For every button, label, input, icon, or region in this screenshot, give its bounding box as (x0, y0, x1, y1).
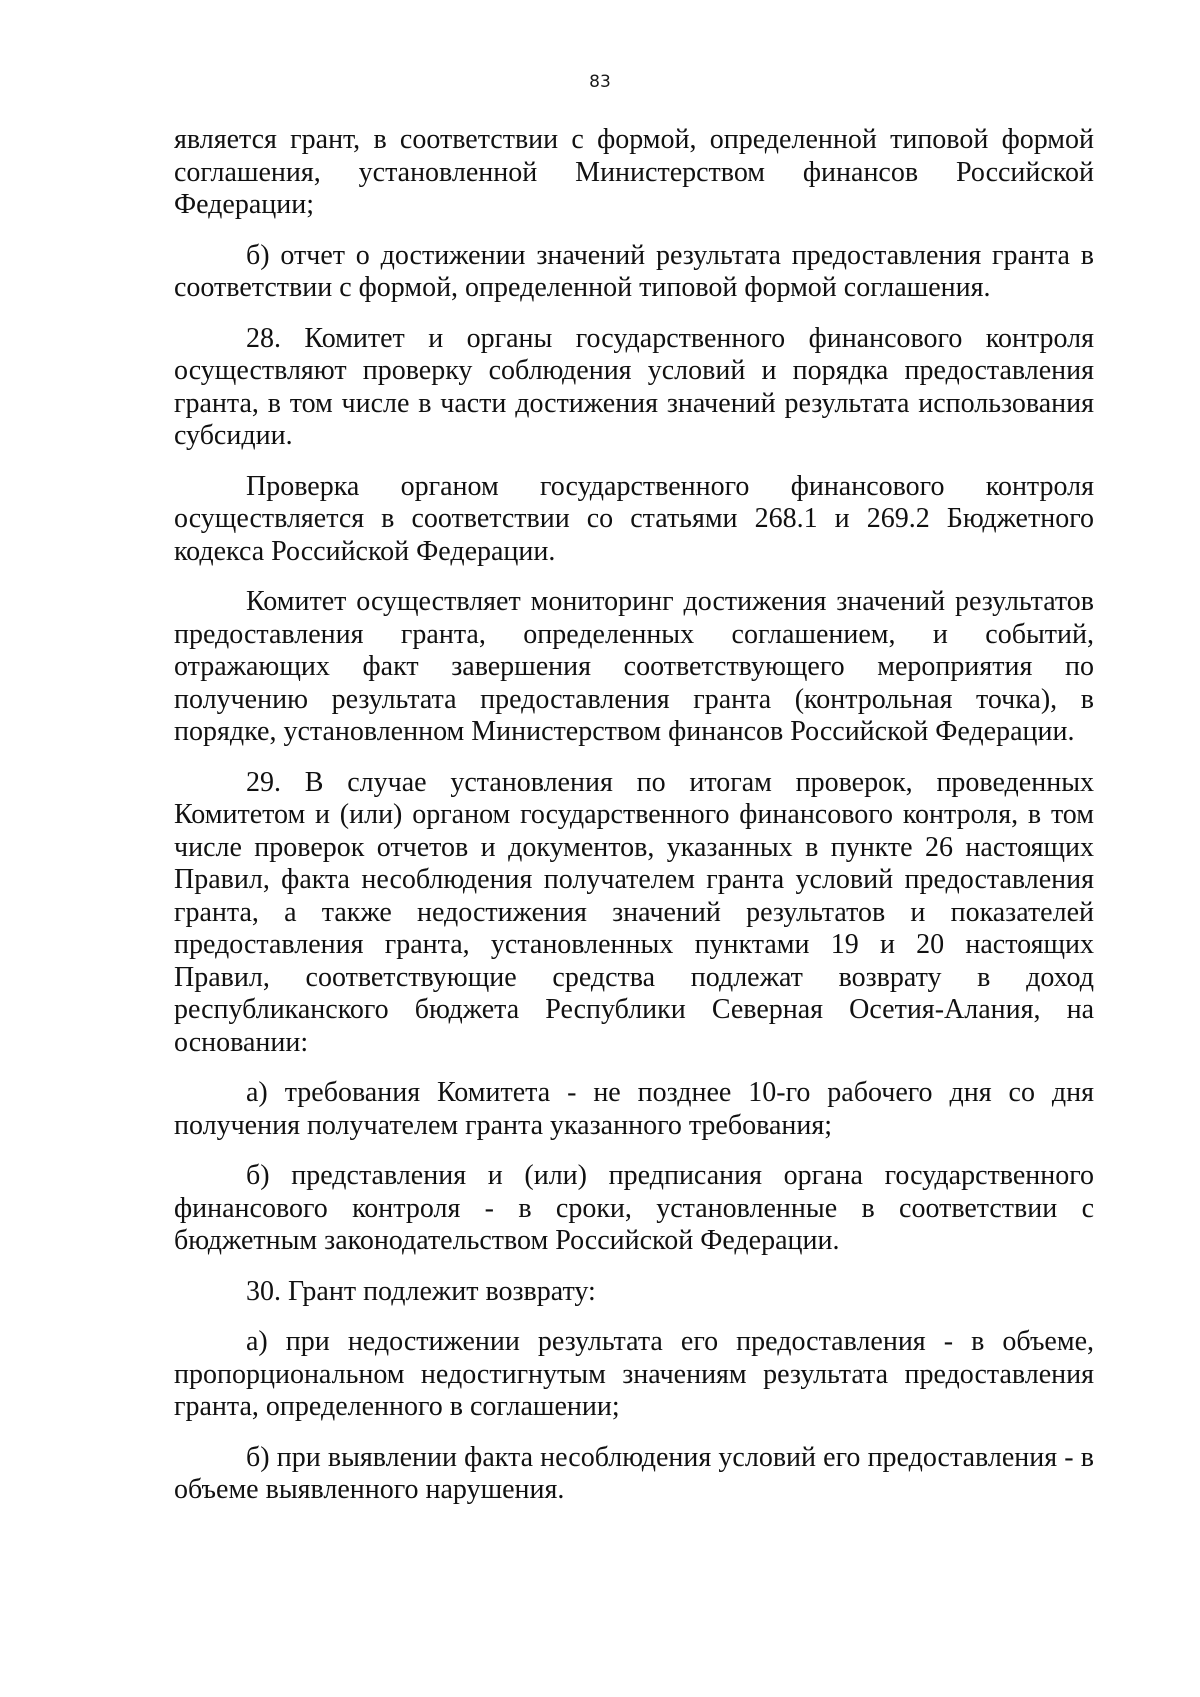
paragraph-29-a: а) требования Комитета - не позднее 10-го рабочего дня со дня получения получателем гранта указанного требования; (174, 1077, 1094, 1141)
paragraph-monitoring: Комитет осуществляет мониторинг достижения значений результатов предоставления гранта, определенных соглашением, и событий, отражающих факт завершения соответствующего мероприятия по получению результата предоставления гранта (контрольная точка), в порядке, установленном Министерством финансов Российской Федерации. (174, 586, 1094, 747)
paragraph-30: 30. Грант подлежит возврату: (246, 1275, 596, 1307)
paragraph-30-b: б) при выявлении факта несоблюдения условий его предоставления - в объеме выявленного нарушения. (174, 1441, 1094, 1505)
paragraph-29-b: б) представления и (или) предписания органа государственного финансового контроля - в сроки, установленные в соответствии с бюджетным законодательством Российской Федерации. (174, 1160, 1094, 1256)
paragraph-30-a: а) при недостижении результата его предоставления - в объеме, пропорциональном недостигнутым значениям результата предоставления гранта, определенного в соглашении; (174, 1326, 1094, 1422)
paragraph-continuation: является грант, в соответствии с формой, определенной типовой формой соглашения, установленной Министерством финансов Российской Федерации; (174, 124, 1094, 220)
paragraph-28: 28. Комитет и органы государственного финансового контроля осуществляют проверку соблюдения условий и порядка предоставления гранта, в том числе в части достижения значений результата использования субсидии. (174, 322, 1094, 451)
page-number: 83 (589, 72, 611, 92)
paragraph-29: 29. В случае установления по итогам проверок, проведенных Комитетом и (или) органом государственного финансового контроля, в том числе проверок отчетов и документов, указанных в пункте 26 настоящих Правил, факта несоблюдения получателем гранта условий предоставления гранта, а также недостижения значений результатов и показателей предоставления гранта, установленных пунктами 19 и 20 настоящих Правил, соответствующие средства подлежат возврату в доход республиканского бюджета Республики Северная Осетия-Алания, на основании: (174, 766, 1094, 1058)
paragraph-report-form: б) отчет о достижении значений результата предоставления гранта в соответствии с формой, определенной типовой формой соглашения. (174, 239, 1094, 303)
document-body (174, 124, 1094, 1525)
paragraph-verification: Проверка органом государственного финансового контроля осуществляется в соответствии со статьями 268.1 и 269.2 Бюджетного кодекса Российской Федерации. (174, 470, 1094, 567)
